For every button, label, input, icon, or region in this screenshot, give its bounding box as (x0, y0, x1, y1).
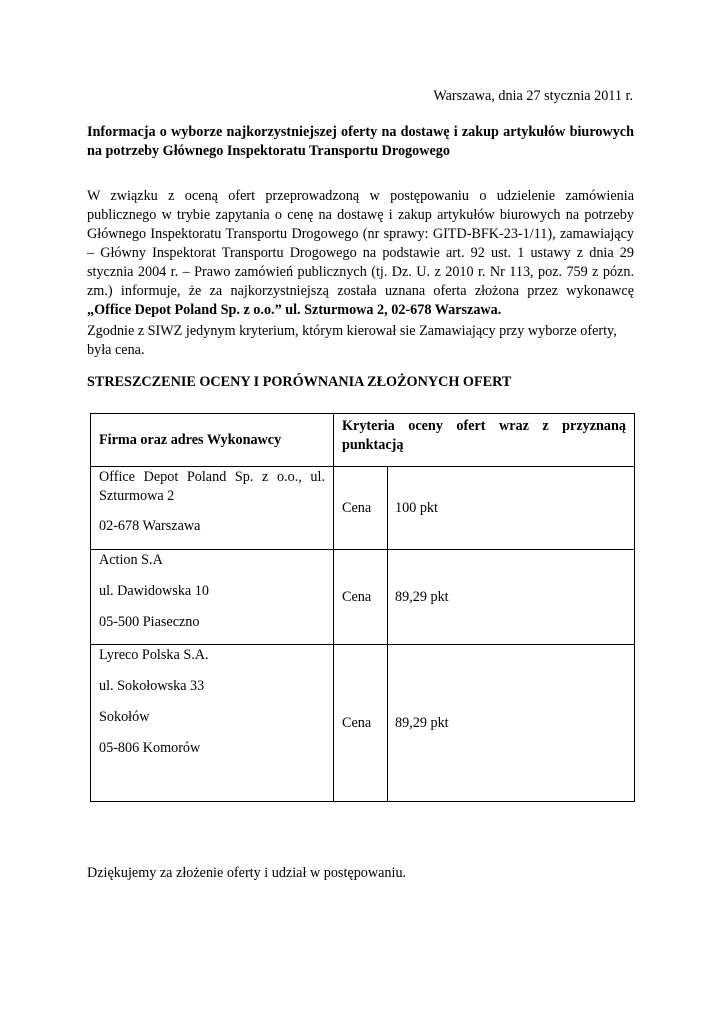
firm-line: ul. Dawidowska 10 (99, 583, 209, 599)
firm-line: 05-500 Piaseczno (99, 614, 200, 630)
offers-summary-table (90, 413, 635, 802)
winning-contractor: „Office Depot Poland Sp. z o.o.” ul. Szturmowa 2, 02-678 Warszawa. (87, 302, 502, 318)
firm-line: Office Depot Poland Sp. z o.o., ul. Szturmowa 2 (99, 469, 325, 504)
criterion-cell: Cena (334, 645, 388, 802)
body-paragraph-1 (87, 187, 634, 320)
criterion-cell: Cena (334, 467, 388, 550)
closing-line: Dziękujemy za złożenie oferty i udział w postępowaniu. (87, 865, 407, 881)
paragraph-1-text: W związku z oceną ofert przeprowadzoną w postępowaniu o udzielenie zamówienia publicznego w trybie zapytania o cenę na dostawę i zakup artykułów biurowych na potrzeby Głównego Inspektoratu Transportu Drogowego (nr sprawy: GITD-BFK-23-1/11), zamawiający – Główny Inspektorat Transportu Drogowego na podstawie art. 92 ust. 1 ustawy z dnia 29 stycznia 2004 r. – Prawo zamówień publicznych (tj. Dz. U. z 2010 r. Nr 113, poz. 759 z pózn. zm.) informuje, że za najkorzystniejszą została uznana oferta złożona przez wykonawcę (87, 188, 634, 299)
criterion-cell: Cena (334, 550, 388, 645)
firm-line: Sokołów (99, 709, 150, 725)
firm-cell (91, 467, 334, 550)
points-cell: 89,29 pkt (388, 645, 635, 802)
header-criteria-cell: Kryteria oceny ofert wraz z przyznaną punktacją (334, 414, 635, 467)
body-paragraph-2: Zgodnie z SIWZ jedynym kryterium, którym kierował sie Zamawiający przy wyborze oferty, była cena. (87, 323, 617, 358)
section-heading: STRESZCZENIE OCENY I PORÓWNANIA ZŁOŻONYCH OFERT (87, 374, 512, 390)
firm-cell (91, 645, 334, 802)
firm-line: ul. Sokołowska 33 (99, 678, 205, 694)
firm-line: 05-806 Komorów (99, 740, 201, 756)
firm-line: Action S.A (99, 552, 163, 568)
points-cell: 100 pkt (388, 467, 635, 550)
table-header-row (91, 414, 635, 467)
firm-line: 02-678 Warszawa (99, 518, 201, 534)
document-title: Informacja o wyborze najkorzystniejszej oferty na dostawę i zakup artykułów biurowych na potrzeby Głównego Inspektoratu Transportu Drogowego (87, 124, 634, 159)
table-row (91, 550, 635, 645)
date-line: Warszawa, dnia 27 stycznia 2011 r. (433, 88, 633, 104)
table-row (91, 645, 635, 802)
firm-line: Lyreco Polska S.A. (99, 647, 209, 663)
header-firm-cell: Firma oraz adres Wykonawcy (91, 414, 334, 467)
table-row (91, 467, 635, 550)
firm-cell (91, 550, 334, 645)
points-cell: 89,29 pkt (388, 550, 635, 645)
